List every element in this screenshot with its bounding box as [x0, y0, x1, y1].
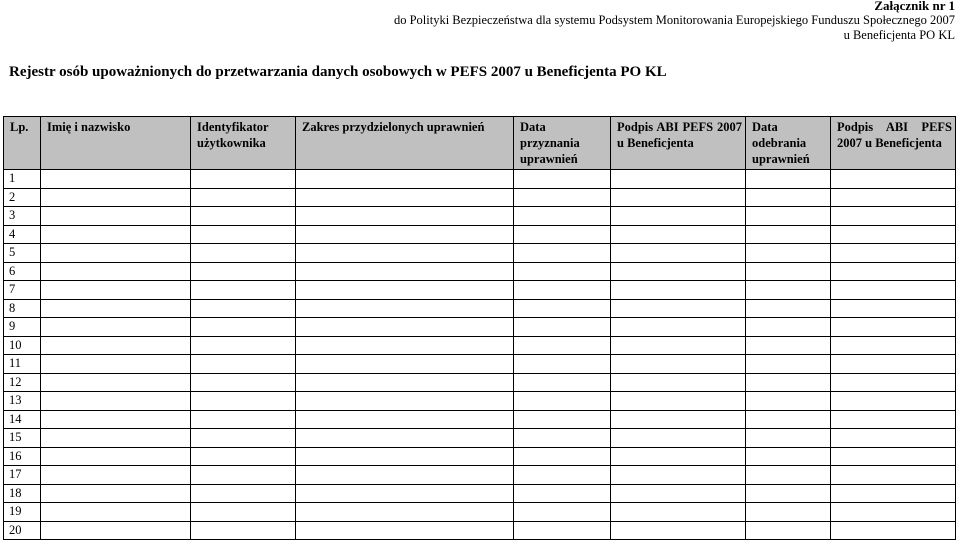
grant-date-cell[interactable]	[514, 484, 611, 503]
abi-signature-revoke-cell[interactable]	[831, 392, 956, 411]
abi-signature-grant-cell[interactable]	[611, 336, 746, 355]
attachment-line-1: do Polityki Bezpieczeństwa dla systemu Podsystem Monitorowania Europejskiego Funduszu Społecznego 2007	[393, 13, 955, 27]
name-cell[interactable]	[41, 299, 191, 318]
table-row	[4, 225, 956, 244]
table-row	[4, 410, 956, 429]
table-row	[4, 170, 956, 189]
user-id-cell[interactable]	[191, 281, 296, 300]
abi-signature-grant-cell[interactable]	[611, 373, 746, 392]
revoke-date-cell[interactable]	[746, 503, 831, 522]
permissions-scope-cell[interactable]	[296, 355, 514, 374]
abi-signature-grant-cell[interactable]	[611, 355, 746, 374]
grant-date-cell[interactable]	[514, 521, 611, 540]
grant-date-cell[interactable]	[514, 225, 611, 244]
permissions-scope-cell[interactable]	[296, 170, 514, 189]
abi-signature-revoke-cell[interactable]	[831, 429, 956, 448]
abi-signature-revoke-cell[interactable]	[831, 318, 956, 337]
abi-signature-revoke-cell[interactable]	[831, 207, 956, 226]
user-id-cell[interactable]	[191, 484, 296, 503]
table-row	[4, 188, 956, 207]
row-number-cell: 1	[4, 170, 41, 189]
abi-signature-revoke-cell[interactable]	[831, 170, 956, 189]
revoke-date-cell[interactable]	[746, 318, 831, 337]
abi-signature-revoke-cell[interactable]	[831, 244, 956, 263]
permissions-scope-cell[interactable]	[296, 207, 514, 226]
revoke-date-cell[interactable]	[746, 484, 831, 503]
header-name: Imię i nazwisko	[41, 117, 191, 170]
permissions-scope-cell[interactable]	[296, 410, 514, 429]
permissions-scope-cell[interactable]	[296, 503, 514, 522]
grant-date-cell[interactable]	[514, 410, 611, 429]
name-cell[interactable]	[41, 410, 191, 429]
revoke-date-cell[interactable]	[746, 336, 831, 355]
name-cell[interactable]	[41, 355, 191, 374]
permissions-scope-cell[interactable]	[296, 299, 514, 318]
table-row	[4, 281, 956, 300]
abi-signature-grant-cell[interactable]	[611, 207, 746, 226]
header-permissions-scope: Zakres przydzielonych uprawnień	[296, 117, 514, 170]
revoke-date-cell[interactable]	[746, 207, 831, 226]
row-number-cell: 16	[4, 447, 41, 466]
name-cell[interactable]	[41, 188, 191, 207]
grant-date-cell[interactable]	[514, 244, 611, 263]
user-id-cell[interactable]	[191, 429, 296, 448]
name-cell[interactable]	[41, 447, 191, 466]
revoke-date-cell[interactable]	[746, 225, 831, 244]
row-number-cell: 8	[4, 299, 41, 318]
permissions-scope-cell[interactable]	[296, 521, 514, 540]
grant-date-cell[interactable]	[514, 503, 611, 522]
user-id-cell[interactable]	[191, 318, 296, 337]
abi-signature-grant-cell[interactable]	[611, 484, 746, 503]
table-row	[4, 207, 956, 226]
abi-signature-revoke-cell[interactable]	[831, 355, 956, 374]
grant-date-cell[interactable]	[514, 466, 611, 485]
table-row	[4, 373, 956, 392]
permissions-scope-cell[interactable]	[296, 336, 514, 355]
abi-signature-revoke-cell[interactable]	[831, 484, 956, 503]
permissions-scope-cell[interactable]	[296, 281, 514, 300]
header-grant-date: Data przyznania uprawnień	[514, 117, 611, 170]
header-abi-signature-grant: Podpis ABI PEFS 2007 u Beneficjenta	[611, 117, 746, 170]
revoke-date-cell[interactable]	[746, 355, 831, 374]
name-cell[interactable]	[41, 225, 191, 244]
name-cell[interactable]	[41, 521, 191, 540]
revoke-date-cell[interactable]	[746, 244, 831, 263]
name-cell[interactable]	[41, 336, 191, 355]
attachment-line-2: u Beneficjenta PO KL	[843, 28, 955, 42]
abi-signature-grant-cell[interactable]	[611, 188, 746, 207]
header-revoke-date: Data odebrania uprawnień	[746, 117, 831, 170]
table-row	[4, 521, 956, 540]
attachment-title: Załącznik nr 1	[874, 0, 955, 13]
grant-date-cell[interactable]	[514, 281, 611, 300]
abi-signature-grant-cell[interactable]	[611, 410, 746, 429]
row-number-cell: 20	[4, 521, 41, 540]
abi-signature-grant-cell[interactable]	[611, 244, 746, 263]
table-row	[4, 503, 956, 522]
abi-signature-revoke-cell[interactable]	[831, 447, 956, 466]
name-cell[interactable]	[41, 318, 191, 337]
grant-date-cell[interactable]	[514, 188, 611, 207]
grant-date-cell[interactable]	[514, 170, 611, 189]
abi-signature-revoke-cell[interactable]	[831, 521, 956, 540]
permissions-scope-cell[interactable]	[296, 484, 514, 503]
name-cell[interactable]	[41, 466, 191, 485]
document-title: Rejestr osób upoważnionych do przetwarzania danych osobowych w PEFS 2007 u Beneficjenta PO KL	[9, 64, 667, 80]
row-number-cell: 7	[4, 281, 41, 300]
user-id-cell[interactable]	[191, 355, 296, 374]
abi-signature-revoke-cell[interactable]	[831, 503, 956, 522]
permissions-scope-cell[interactable]	[296, 466, 514, 485]
user-id-cell[interactable]	[191, 466, 296, 485]
user-id-cell[interactable]	[191, 262, 296, 281]
abi-signature-revoke-cell[interactable]	[831, 373, 956, 392]
abi-signature-grant-cell[interactable]	[611, 521, 746, 540]
row-number-cell: 18	[4, 484, 41, 503]
grant-date-cell[interactable]	[514, 429, 611, 448]
abi-signature-grant-cell[interactable]	[611, 466, 746, 485]
abi-signature-grant-cell[interactable]	[611, 281, 746, 300]
revoke-date-cell[interactable]	[746, 410, 831, 429]
header-user-id: Identyfikator użytkownika	[191, 117, 296, 170]
abi-signature-grant-cell[interactable]	[611, 225, 746, 244]
row-number-cell: 10	[4, 336, 41, 355]
abi-signature-revoke-cell[interactable]	[831, 466, 956, 485]
abi-signature-grant-cell[interactable]	[611, 447, 746, 466]
abi-signature-grant-cell[interactable]	[611, 318, 746, 337]
table-row	[4, 355, 956, 374]
table-row	[4, 336, 956, 355]
header-abi-signature-revoke: Podpis ABI PEFS 2007 u Beneficjenta	[831, 117, 956, 170]
revoke-date-cell[interactable]	[746, 299, 831, 318]
revoke-date-cell[interactable]	[746, 447, 831, 466]
revoke-date-cell[interactable]	[746, 262, 831, 281]
user-id-cell[interactable]	[191, 373, 296, 392]
user-id-cell[interactable]	[191, 170, 296, 189]
abi-signature-revoke-cell[interactable]	[831, 262, 956, 281]
user-id-cell[interactable]	[191, 392, 296, 411]
permissions-scope-cell[interactable]	[296, 262, 514, 281]
name-cell[interactable]	[41, 503, 191, 522]
abi-signature-revoke-cell[interactable]	[831, 410, 956, 429]
row-number-cell: 19	[4, 503, 41, 522]
permissions-scope-cell[interactable]	[296, 225, 514, 244]
row-number-cell: 12	[4, 373, 41, 392]
table-row	[4, 484, 956, 503]
row-number-cell: 14	[4, 410, 41, 429]
table-row	[4, 429, 956, 448]
row-number-cell: 4	[4, 225, 41, 244]
user-id-cell[interactable]	[191, 410, 296, 429]
table-row	[4, 262, 956, 281]
row-number-cell: 15	[4, 429, 41, 448]
name-cell[interactable]	[41, 170, 191, 189]
name-cell[interactable]	[41, 207, 191, 226]
table-row	[4, 466, 956, 485]
abi-signature-grant-cell[interactable]	[611, 429, 746, 448]
register-table	[3, 116, 956, 540]
permissions-scope-cell[interactable]	[296, 447, 514, 466]
header-row	[4, 117, 956, 170]
user-id-cell[interactable]	[191, 188, 296, 207]
name-cell[interactable]	[41, 244, 191, 263]
revoke-date-cell[interactable]	[746, 170, 831, 189]
row-number-cell: 2	[4, 188, 41, 207]
name-cell[interactable]	[41, 484, 191, 503]
revoke-date-cell[interactable]	[746, 373, 831, 392]
grant-date-cell[interactable]	[514, 392, 611, 411]
name-cell[interactable]	[41, 373, 191, 392]
grant-date-cell[interactable]	[514, 207, 611, 226]
user-id-cell[interactable]	[191, 503, 296, 522]
grant-date-cell[interactable]	[514, 299, 611, 318]
abi-signature-revoke-cell[interactable]	[831, 281, 956, 300]
permissions-scope-cell[interactable]	[296, 244, 514, 263]
revoke-date-cell[interactable]	[746, 188, 831, 207]
abi-signature-revoke-cell[interactable]	[831, 336, 956, 355]
grant-date-cell[interactable]	[514, 355, 611, 374]
table-row	[4, 299, 956, 318]
abi-signature-revoke-cell[interactable]	[831, 188, 956, 207]
user-id-cell[interactable]	[191, 207, 296, 226]
row-number-cell: 11	[4, 355, 41, 374]
revoke-date-cell[interactable]	[746, 521, 831, 540]
grant-date-cell[interactable]	[514, 262, 611, 281]
grant-date-cell[interactable]	[514, 318, 611, 337]
user-id-cell[interactable]	[191, 521, 296, 540]
table-row	[4, 392, 956, 411]
abi-signature-grant-cell[interactable]	[611, 170, 746, 189]
row-number-cell: 6	[4, 262, 41, 281]
permissions-scope-cell[interactable]	[296, 392, 514, 411]
attachment-header	[394, 0, 955, 43]
revoke-date-cell[interactable]	[746, 466, 831, 485]
header-lp: Lp.	[4, 117, 41, 170]
abi-signature-grant-cell[interactable]	[611, 503, 746, 522]
row-number-cell: 5	[4, 244, 41, 263]
user-id-cell[interactable]	[191, 244, 296, 263]
permissions-scope-cell[interactable]	[296, 188, 514, 207]
revoke-date-cell[interactable]	[746, 392, 831, 411]
abi-signature-revoke-cell[interactable]	[831, 299, 956, 318]
row-number-cell: 3	[4, 207, 41, 226]
revoke-date-cell[interactable]	[746, 281, 831, 300]
revoke-date-cell[interactable]	[746, 429, 831, 448]
permissions-scope-cell[interactable]	[296, 429, 514, 448]
row-number-cell: 9	[4, 318, 41, 337]
permissions-scope-cell[interactable]	[296, 373, 514, 392]
abi-signature-grant-cell[interactable]	[611, 262, 746, 281]
abi-signature-revoke-cell[interactable]	[831, 225, 956, 244]
table-row	[4, 447, 956, 466]
grant-date-cell[interactable]	[514, 447, 611, 466]
name-cell[interactable]	[41, 262, 191, 281]
user-id-cell[interactable]	[191, 225, 296, 244]
permissions-scope-cell[interactable]	[296, 318, 514, 337]
user-id-cell[interactable]	[191, 299, 296, 318]
user-id-cell[interactable]	[191, 447, 296, 466]
table-row	[4, 244, 956, 263]
name-cell[interactable]	[41, 281, 191, 300]
abi-signature-grant-cell[interactable]	[611, 392, 746, 411]
register-body	[4, 170, 956, 540]
user-id-cell[interactable]	[191, 336, 296, 355]
grant-date-cell[interactable]	[514, 373, 611, 392]
row-number-cell: 17	[4, 466, 41, 485]
name-cell[interactable]	[41, 429, 191, 448]
name-cell[interactable]	[41, 392, 191, 411]
grant-date-cell[interactable]	[514, 336, 611, 355]
row-number-cell: 13	[4, 392, 41, 411]
abi-signature-grant-cell[interactable]	[611, 299, 746, 318]
table-row	[4, 318, 956, 337]
